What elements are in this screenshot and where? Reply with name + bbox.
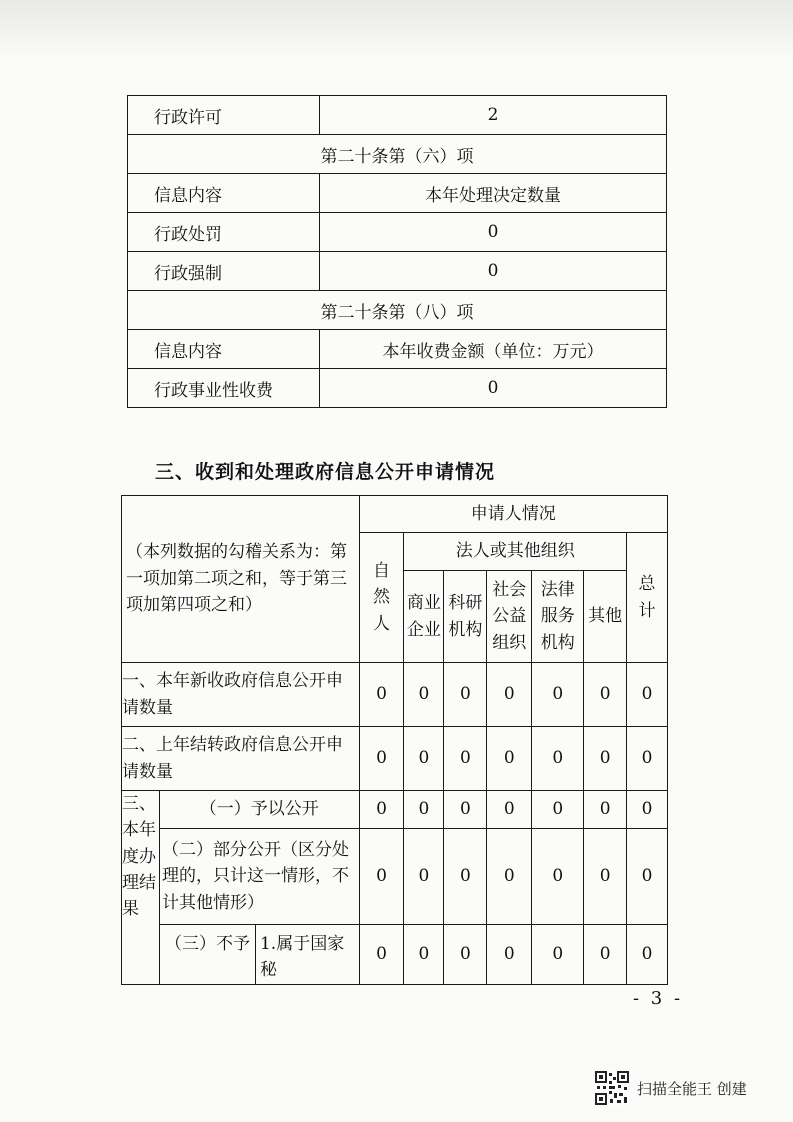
cell-value: 0 (532, 925, 584, 985)
cell-value: 0 (444, 727, 487, 791)
section-header: 第二十条第（六）项 (128, 135, 667, 174)
cell-value: 0 (532, 791, 584, 829)
cell-value: 0 (584, 791, 627, 829)
cell-value: 0 (487, 727, 532, 791)
table-row (122, 925, 668, 985)
cell-value: 0 (627, 791, 668, 829)
row-label: 一、本年新收政府信息公开申请数量 (122, 663, 360, 727)
row-value: 0 (320, 369, 667, 408)
row-label: 二、上年结转政府信息公开申请数量 (122, 727, 360, 791)
cell-value: 0 (444, 791, 487, 829)
row-label: 行政许可 (128, 96, 320, 135)
cell-value: 0 (532, 727, 584, 791)
legal-org-header: 法人或其他组织 (404, 533, 627, 571)
section-title: 三、收到和处理政府信息公开申请情况 (155, 461, 496, 483)
cell-value: 0 (359, 663, 404, 727)
cell-value: 0 (359, 925, 404, 985)
col-legal-service: 法律服务机构 (532, 571, 584, 663)
col-business: 商业企业 (404, 571, 444, 663)
table-row (128, 330, 667, 369)
col-other: 其他 (584, 571, 627, 663)
row-label: （一）予以公开 (159, 791, 359, 829)
cell-value: 0 (532, 829, 584, 925)
table-row (122, 727, 668, 791)
row-value: 0 (320, 252, 667, 291)
cell-value: 0 (627, 663, 668, 727)
row-label: 行政处罚 (128, 213, 320, 252)
row-value: 0 (320, 213, 667, 252)
page-number: - 3 - (633, 988, 684, 1009)
section3-label: 三、本年度办理结果 (122, 791, 160, 985)
application-table (121, 495, 668, 985)
row-label: 行政强制 (128, 252, 320, 291)
cell-value: 0 (487, 791, 532, 829)
table-row (128, 96, 667, 135)
table-row (122, 791, 668, 829)
cell-value: 0 (487, 829, 532, 925)
cell-value: 0 (627, 727, 668, 791)
row-label (159, 925, 359, 985)
cell-value: 0 (584, 663, 627, 727)
qr-code-icon (595, 1071, 629, 1105)
table-row (122, 829, 668, 925)
cell-value: 0 (404, 829, 444, 925)
cell-value: 0 (359, 727, 404, 791)
table-section-header (128, 291, 667, 330)
row-label: 信息内容 (128, 330, 320, 369)
item-label: 1.属于国家秘 (259, 934, 345, 981)
cell-value: 0 (487, 663, 532, 727)
table-row (128, 174, 667, 213)
scan-shadow (0, 0, 793, 60)
cell-value: 0 (532, 663, 584, 727)
cell-value: 0 (627, 925, 668, 985)
scanner-text: 扫描全能王 创建 (637, 1079, 747, 1098)
cell-value: 0 (404, 663, 444, 727)
row-label: 信息内容 (128, 174, 320, 213)
table-row (122, 496, 668, 533)
cell-value: 0 (584, 727, 627, 791)
section-header: 第二十条第（八）项 (128, 291, 667, 330)
row-value: 本年处理决定数量 (320, 174, 667, 213)
row-value: 2 (320, 96, 667, 135)
group-label: （三）不予 (160, 925, 256, 984)
cell-value: 0 (584, 925, 627, 985)
cell-value: 0 (359, 791, 404, 829)
col-natural-person: 自然人 (359, 533, 404, 663)
col-public-welfare: 社会公益组织 (487, 571, 532, 663)
cell-value: 0 (444, 829, 487, 925)
row-value: 本年收费金额（单位：万元） (320, 330, 667, 369)
table-row (128, 252, 667, 291)
cell-value: 0 (404, 925, 444, 985)
cell-value: 0 (444, 925, 487, 985)
cell-value: 0 (444, 663, 487, 727)
table-row (128, 369, 667, 408)
table-section-header (128, 135, 667, 174)
cell-value: 0 (359, 829, 404, 925)
table-row (128, 213, 667, 252)
cell-value: 0 (584, 829, 627, 925)
disclosure-table-1 (127, 95, 667, 408)
cell-value: 0 (627, 829, 668, 925)
col-total: 总计 (627, 533, 668, 663)
row-label: 行政事业性收费 (128, 369, 320, 408)
scanner-watermark (595, 1070, 747, 1106)
cell-value: 0 (487, 925, 532, 985)
table-row (122, 663, 668, 727)
applicant-header: 申请人情况 (359, 496, 667, 533)
formula-note: （本列数据的勾稽关系为：第一项加第二项之和，等于第三项加第四项之和） (122, 496, 360, 663)
row-label: （二）部分公开（区分处理的，只计这一情形，不计其他情形） (159, 829, 359, 925)
cell-value: 0 (404, 727, 444, 791)
col-research: 科研机构 (444, 571, 487, 663)
cell-value: 0 (404, 791, 444, 829)
